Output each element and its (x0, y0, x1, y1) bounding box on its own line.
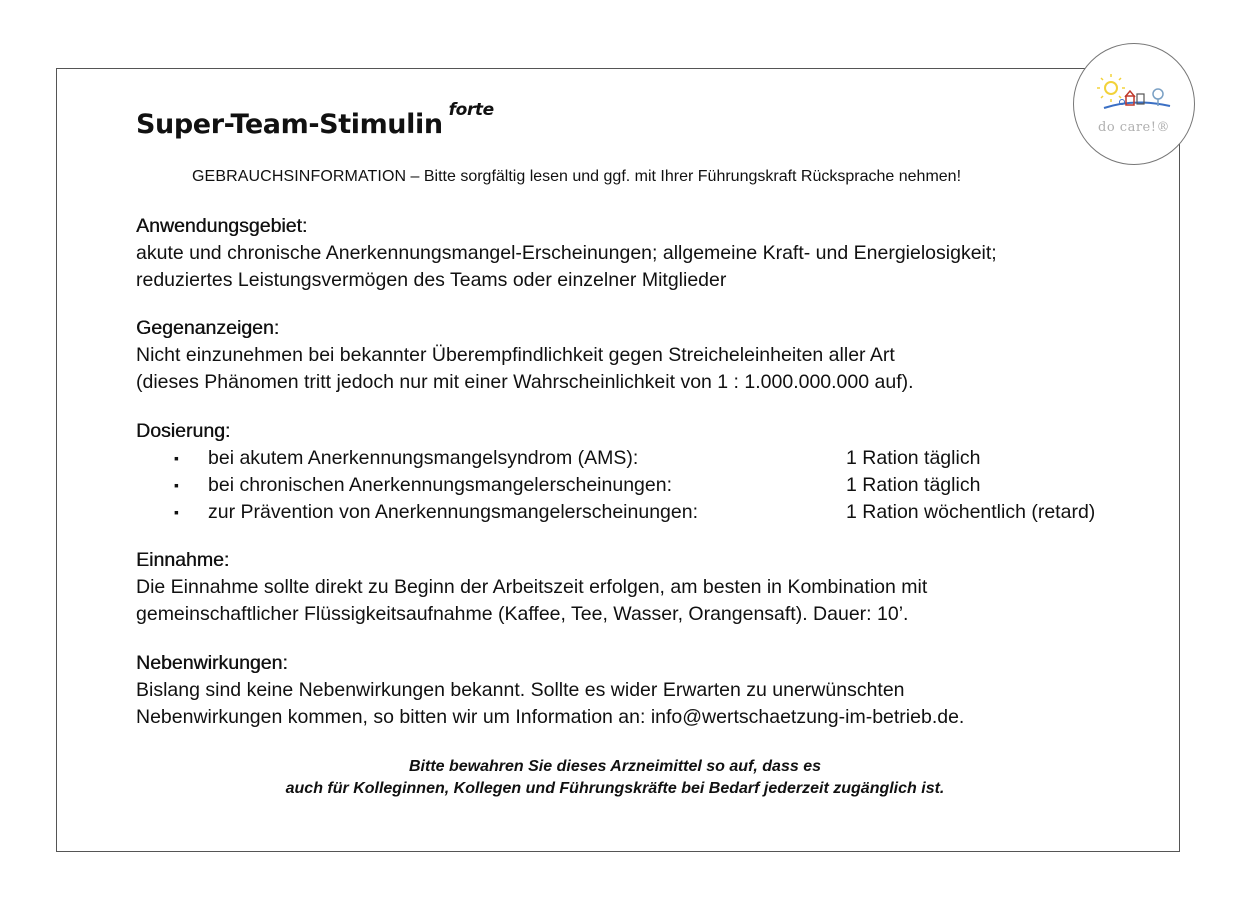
dosage-amount: 1 Ration täglich (846, 474, 981, 496)
dosage-amount: 1 Ration täglich (846, 447, 981, 469)
section-dosierung (136, 418, 1156, 533)
section-heading: Anwendungsgebiet: (136, 215, 308, 237)
logo-text: do care!® (1098, 120, 1170, 135)
bullet-icon: ▪ (174, 450, 179, 466)
section-einnahme (136, 547, 927, 628)
storage-note (140, 756, 1090, 800)
product-title (136, 100, 494, 140)
sun-house-drawing-icon (1074, 44, 1196, 166)
section-heading: Gegenanzeigen: (136, 317, 280, 339)
dosage-condition: bei chronischen Anerkennungsmangelerscheinungen: (208, 474, 672, 496)
section-text-line: Die Einnahme sollte direkt zu Beginn der Arbeitszeit erfolgen, am besten in Kombination mit (136, 576, 928, 598)
section-text-line: (dieses Phänomen tritt jedoch nur mit einer Wahrscheinlichkeit von 1 : 1.000.000.000 auf). (136, 371, 914, 393)
product-suffix: forte (448, 100, 494, 120)
subtitle-caps: GEBRAUCHSINFORMATIO (192, 168, 395, 185)
subtitle-rest: N – Bitte sorgfältig lesen und ggf. mit Ihrer Führungskraft Rücksprache nehmen! (394, 168, 962, 185)
bullet-icon: ▪ (174, 477, 179, 493)
dosage-condition: zur Prävention von Anerkennungsmangelerscheinungen: (208, 501, 698, 523)
section-gegenanzeigen (136, 315, 914, 396)
dosage-condition: bei akutem Anerkennungsmangelsyndrom (AMS): (208, 447, 639, 469)
section-heading: Einnahme: (136, 549, 230, 571)
storage-note-line: auch für Kolleginnen, Kollegen und Führungskräfte bei Bedarf jederzeit zugänglich ist. (285, 780, 945, 797)
do-care-logo (1073, 43, 1195, 165)
section-heading: Nebenwirkungen: (136, 652, 288, 674)
section-text-line: akute und chronische Anerkennungsmangel-Erscheinungen; allgemeine Kraft- und Energielosigkeit; (136, 242, 997, 264)
section-text-line: Nicht einzunehmen bei bekannter Überempfindlichkeit gegen Streicheleinheiten aller Art (136, 344, 895, 366)
section-text-line: reduziertes Leistungsvermögen des Teams oder einzelner Mitglieder (136, 269, 727, 291)
section-heading: Dosierung: (136, 420, 231, 442)
section-nebenwirkungen (136, 650, 964, 731)
section-anwendungsgebiet (136, 213, 997, 294)
subtitle (192, 168, 961, 186)
section-text-line: Nebenwirkungen kommen, so bitten wir um Information an: info@wertschaetzung-im-betrieb.de. (136, 706, 965, 728)
storage-note-line: Bitte bewahren Sie dieses Arzneimittel so auf, dass es (409, 758, 821, 775)
section-text-line: gemeinschaftlicher Flüssigkeitsaufnahme (Kaffee, Tee, Wasser, Orangensaft). Dauer: 10’. (136, 603, 909, 625)
product-name: Super-Team-Stimulin (136, 109, 443, 140)
section-text-line: Bislang sind keine Nebenwirkungen bekannt. Sollte es wider Erwarten zu unerwünschten (136, 679, 905, 701)
dosage-amount: 1 Ration wöchentlich (retard) (846, 501, 1096, 523)
bullet-icon: ▪ (174, 504, 179, 520)
